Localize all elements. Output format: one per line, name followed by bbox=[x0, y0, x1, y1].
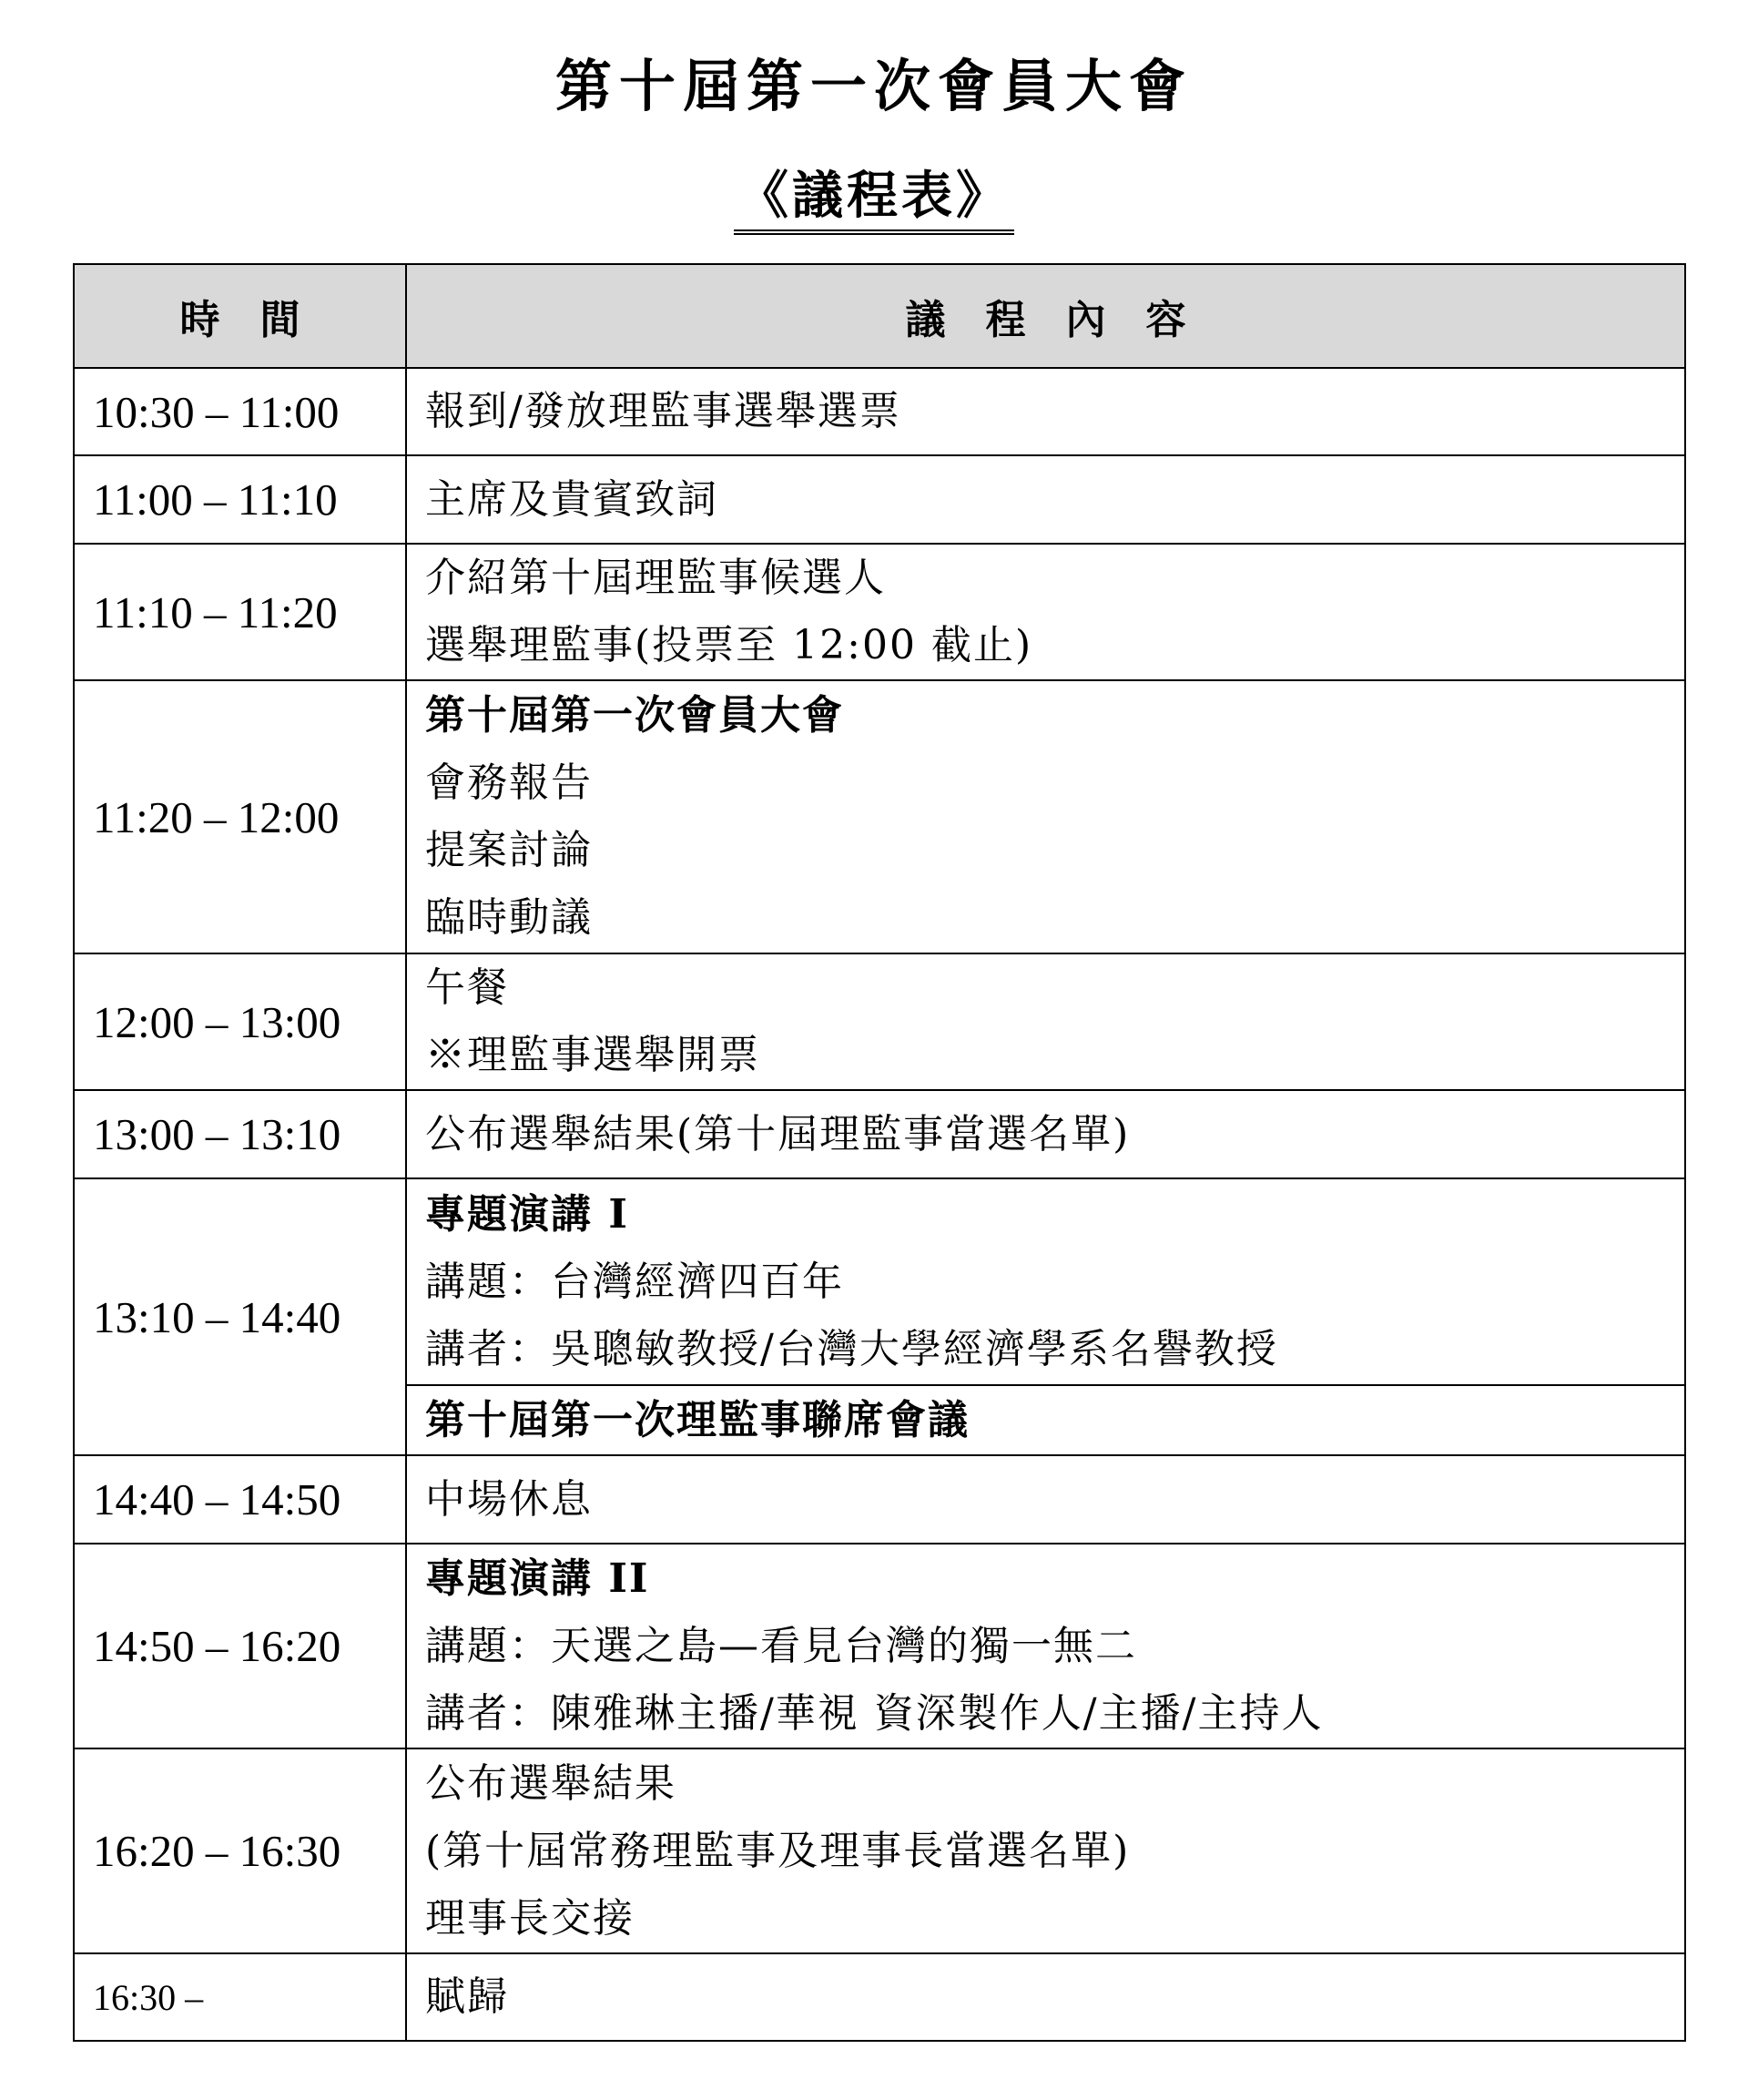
table-row bbox=[74, 1178, 1685, 1385]
content-line: 講題：天選之島—看見台灣的獨一無二 bbox=[425, 1622, 1137, 1669]
time-cell: 14:40 – 14:50 bbox=[74, 1455, 406, 1544]
content-line: 介紹第十屆理監事候選人 bbox=[425, 555, 886, 601]
content-cell bbox=[406, 1385, 1685, 1455]
content-cell bbox=[406, 1455, 1685, 1544]
content-line: 選舉理監事(投票至 12:00 截止) bbox=[425, 622, 1033, 668]
content-cell bbox=[406, 1953, 1685, 2041]
content-heading: 第十屆第一次會員大會 bbox=[425, 692, 844, 739]
content-line: 主席及貴賓致詞 bbox=[425, 475, 718, 523]
time-cell: 16:20 – 16:30 bbox=[74, 1748, 406, 1953]
time-cell: 13:00 – 13:10 bbox=[74, 1090, 406, 1178]
time-cell: 10:30 – 11:00 bbox=[74, 368, 406, 455]
content-line: 臨時動議 bbox=[425, 894, 593, 941]
content-line: 午餐 bbox=[425, 964, 509, 1011]
time-cell: 16:30 – bbox=[74, 1953, 406, 2041]
header-content: 議 程 內 容 bbox=[406, 264, 1685, 368]
document-subtitle: 《議程表》 bbox=[734, 162, 1014, 235]
content-line: 理事長交接 bbox=[425, 1894, 635, 1942]
table-row bbox=[74, 1953, 1685, 2041]
content-cell bbox=[406, 680, 1685, 953]
content-line: 講題：台灣經濟四百年 bbox=[425, 1258, 844, 1305]
content-line: 報到/發放理監事選舉選票 bbox=[425, 388, 901, 434]
document-title: 第十屆第一次會員大會 bbox=[554, 53, 1193, 119]
content-cell bbox=[406, 544, 1685, 680]
time-cell: 11:20 – 12:00 bbox=[74, 680, 406, 953]
agenda-table bbox=[73, 263, 1686, 2042]
content-heading: 專題演講 II bbox=[425, 1555, 650, 1602]
content-line: 公布選舉結果(第十屆理監事當選名單) bbox=[425, 1110, 1131, 1157]
content-cell bbox=[406, 1178, 1685, 1385]
subtitle-wrap bbox=[0, 162, 1748, 235]
content-cell bbox=[406, 953, 1685, 1090]
content-cell bbox=[406, 1544, 1685, 1748]
content-cell bbox=[406, 455, 1685, 544]
table-row bbox=[74, 1090, 1685, 1178]
content-line: (第十屆常務理監事及理事長當選名單) bbox=[425, 1827, 1131, 1874]
time-cell: 13:10 – 14:40 bbox=[74, 1178, 406, 1455]
time-cell: 14:50 – 16:20 bbox=[74, 1544, 406, 1748]
table-row bbox=[74, 455, 1685, 544]
time-cell: 11:00 – 11:10 bbox=[74, 455, 406, 544]
header-row bbox=[74, 264, 1685, 368]
table-row bbox=[74, 680, 1685, 953]
content-cell bbox=[406, 368, 1685, 455]
table-row bbox=[74, 544, 1685, 680]
content-cell bbox=[406, 1090, 1685, 1178]
table-row bbox=[74, 1748, 1685, 1953]
content-heading: 第十屆第一次理監事聯席會議 bbox=[425, 1396, 970, 1443]
content-line: 會務報告 bbox=[425, 759, 593, 806]
table-row bbox=[74, 1455, 1685, 1544]
content-cell bbox=[406, 1748, 1685, 1953]
table-row bbox=[74, 1544, 1685, 1748]
content-line: 講者：吳聰敏教授/台灣大學經濟學系名譽教授 bbox=[425, 1325, 1278, 1372]
content-line: 提案討論 bbox=[425, 827, 593, 873]
content-line: 中場休息 bbox=[425, 1475, 593, 1523]
content-line: 講者：陳雅琳主播/華視 資深製作人/主播/主持人 bbox=[425, 1689, 1324, 1737]
table-row bbox=[74, 368, 1685, 455]
time-cell: 11:10 – 11:20 bbox=[74, 544, 406, 680]
content-line: 公布選舉結果 bbox=[425, 1759, 676, 1807]
header-time: 時 間 bbox=[74, 264, 406, 368]
content-line: 賦歸 bbox=[425, 1973, 509, 2020]
content-heading: 專題演講 I bbox=[425, 1190, 629, 1238]
time-cell: 12:00 – 13:00 bbox=[74, 953, 406, 1090]
content-line: ※理監事選舉開票 bbox=[425, 1032, 760, 1078]
table-row bbox=[74, 953, 1685, 1090]
